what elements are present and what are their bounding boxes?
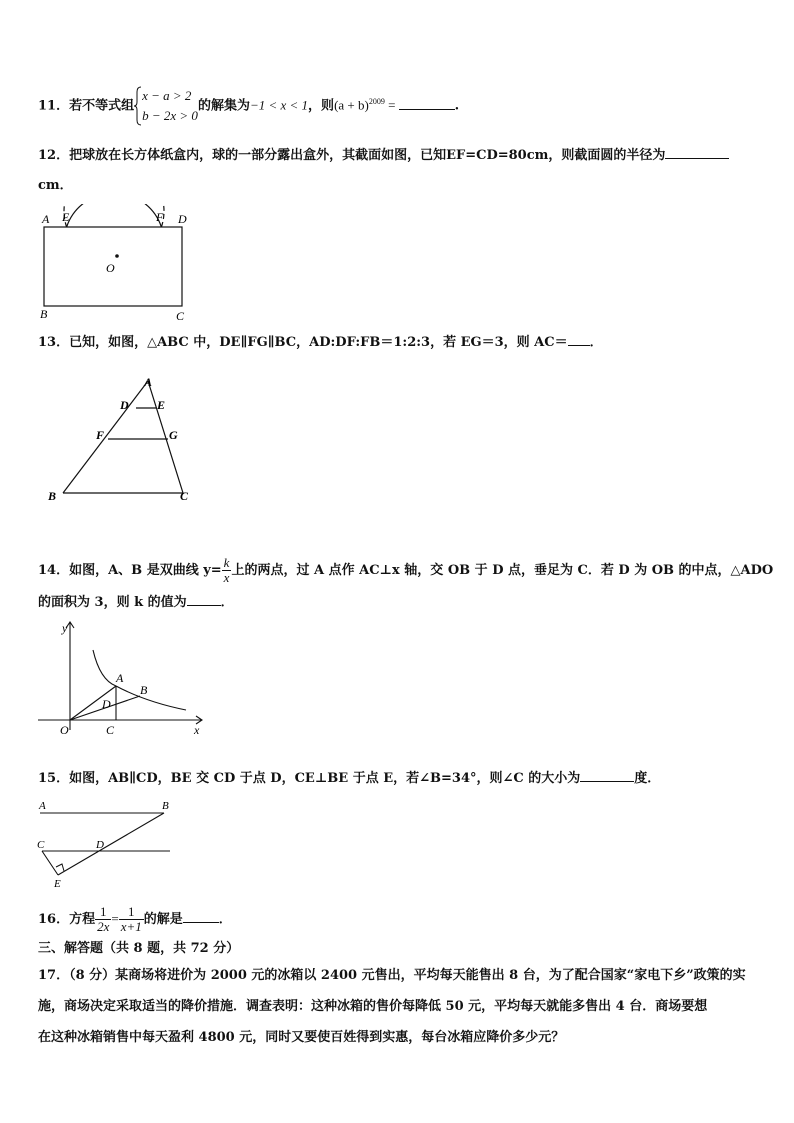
answer-blank-11[interactable] (399, 97, 455, 110)
fig13-label-d: D (120, 398, 129, 412)
fraction-1-over-x-plus-1 (119, 905, 144, 934)
fig12-label-o: O (106, 261, 115, 275)
q11-number: 11． (38, 98, 70, 114)
fig15-label-c: C (37, 839, 45, 851)
q16-end: ． (218, 912, 232, 927)
answer-blank-14[interactable] (187, 593, 221, 606)
question-15 (38, 769, 660, 788)
fig13-label-e: E (157, 398, 166, 412)
q17-line2: 施，商场决定采取适当的降价措施．调查表明：这种冰箱的售价每降低 50 元，平均每天就能多售出 4 台．商场要想 (38, 999, 708, 1014)
question-12 (38, 146, 729, 165)
q15-number: 15． (38, 771, 70, 786)
question-11 (38, 86, 459, 126)
fig14-label-d: D (102, 697, 111, 711)
inequality-1: x − a > 2 (142, 88, 192, 103)
q12-unit-line (38, 177, 73, 195)
answer-blank-15[interactable] (580, 769, 634, 782)
fraction-k-over-x (222, 556, 232, 585)
fig12-label-a: A (42, 212, 50, 226)
fig13-label-b: B (48, 489, 57, 503)
figure-15-parallel-lines (34, 796, 174, 892)
fig14-label-a: A (116, 671, 124, 685)
frac1-num: 1 (95, 905, 111, 920)
q14-line2-text: 的面积为 3，则 k 的值为 (38, 595, 187, 610)
fig15-label-e: E (54, 878, 61, 890)
figure-13-triangle (40, 370, 210, 506)
q16-tail: 的解是 (143, 912, 183, 927)
question-16 (38, 905, 232, 934)
q16-lead: 方程 (69, 912, 96, 927)
q11-solution: −1 < x < 1 (249, 97, 309, 113)
q11-then: ，则 (308, 98, 335, 114)
fig12-label-f: F (156, 210, 164, 224)
q17-number: 17． (38, 968, 70, 983)
figure-12-box-circle (36, 204, 196, 324)
frac2-den: x+1 (120, 919, 142, 934)
fig12-label-e: E (62, 210, 70, 224)
q14-number: 14． (38, 563, 70, 578)
q11-exponent: 2009 (368, 97, 385, 107)
fig15-label-d: D (96, 839, 104, 851)
fig12-label-d: D (178, 212, 187, 226)
answer-blank-16[interactable] (183, 910, 219, 923)
q13-end: ． (589, 335, 603, 350)
q11-expression: (a + b) (334, 97, 369, 113)
question-14 (38, 556, 773, 585)
q16-number: 16． (38, 912, 70, 927)
q11-lead: 若不等式组 (69, 98, 135, 114)
fig12-label-c: C (176, 309, 185, 323)
q13-number: 13． (38, 335, 70, 350)
fig14-label-b: B (140, 683, 148, 697)
fig12-label-b: B (40, 307, 48, 321)
inequality-system (134, 86, 198, 126)
q17-line3: 在这种冰箱销售中每天盈利 4800 元，同时又要使百姓得到实惠，每台冰箱应降价多少元？ (38, 1030, 565, 1045)
q12-unit: cm． (38, 178, 73, 193)
q16-equals: = (111, 911, 119, 926)
frac-x: x (223, 570, 230, 585)
answer-blank-12[interactable] (665, 146, 729, 159)
fig13-label-c: C (180, 489, 189, 503)
fig15-label-a: A (39, 800, 46, 812)
frac1-den: 2x (97, 919, 110, 934)
frac2-num: 1 (119, 905, 144, 920)
q12-number: 12． (38, 148, 70, 163)
fig13-label-f: F (96, 428, 105, 442)
q11-mid: 的解集为 (197, 98, 250, 114)
fig14-label-x: x (194, 723, 200, 737)
inequality-2: b − 2x > 0 (142, 108, 198, 123)
fig14-label-c: C (106, 723, 115, 737)
q15-unit: 度． (634, 771, 661, 786)
fraction-1-over-2x (95, 905, 111, 934)
q15-text: 如图，AB∥CD，BE 交 CD 于点 D，CE⊥BE 于点 E，若∠B=34°，则∠C 的大小为 (69, 771, 581, 786)
fig14-label-o: O (60, 723, 69, 737)
q14-line2 (38, 593, 234, 612)
fig15-label-b: B (162, 800, 169, 812)
answer-blank-13[interactable] (568, 333, 590, 346)
q11-end: . (454, 98, 460, 114)
question-13 (38, 333, 603, 352)
q17-line1: （8 分）某商场将进价为 2000 元的冰箱以 2400 元售出，平均每天能售出 8 台，为了配合国家“家电下乡”政策的实 (69, 968, 746, 983)
q14-text1: 如图，A、B 是双曲线 y= (69, 563, 222, 578)
q13-text: 已知，如图，△ABC 中，DE∥FG∥BC，AD:DF:FB＝1:2:3，若 EG＝3，则 AC＝ (69, 335, 568, 350)
q14-end: ． (220, 595, 234, 610)
fig13-label-g: G (169, 428, 178, 442)
q12-text: 把球放在长方体纸盒内，球的一部分露出盒外，其截面如图，已知EF=CD=80cm，则截面圆的半径为 (69, 148, 666, 163)
frac-k: k (223, 555, 230, 570)
figure-14-hyperbola (36, 620, 206, 744)
question-17-line1 (38, 967, 746, 985)
left-brace-icon (134, 86, 142, 126)
q11-equals: = (384, 97, 399, 113)
q14-text2: 上的两点，过 A 点作 AC⊥x 轴，交 OB 于 D 点，垂足为 C．若 D 为 OB 的中点，△ADO (231, 563, 774, 578)
section-heading: 三、解答题（共 8 题，共 72 分） (38, 941, 240, 956)
fig13-label-a: A (144, 375, 153, 389)
fig14-label-y: y (62, 621, 68, 635)
